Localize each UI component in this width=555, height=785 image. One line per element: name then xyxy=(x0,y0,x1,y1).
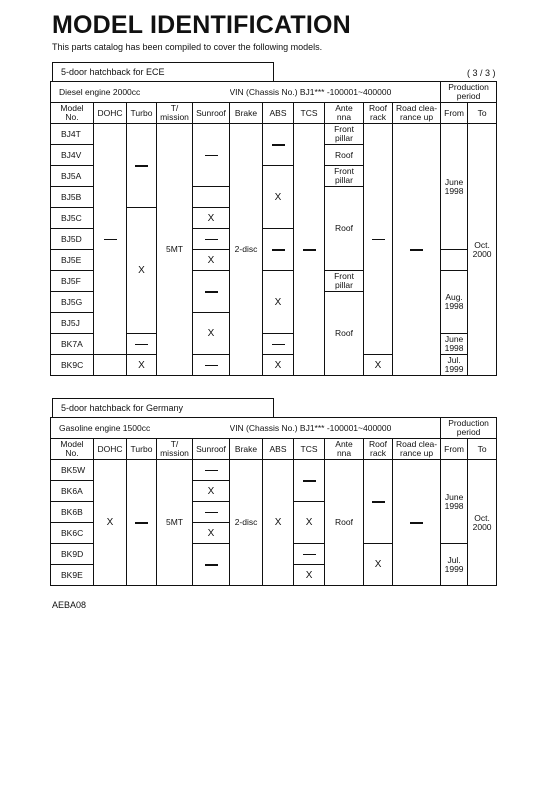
antenna-value: Front pillar xyxy=(325,166,364,187)
from-value xyxy=(441,250,468,271)
vin-range: VIN (Chassis No.) BJ1*** -100001~400000 xyxy=(230,418,441,439)
road-clearance-header: Road clea- rance up xyxy=(393,103,441,124)
sunroof-value xyxy=(193,313,230,355)
turbo-value xyxy=(127,460,157,586)
model-no: BK9D xyxy=(51,544,94,565)
dash-mark xyxy=(410,522,423,524)
tcs-header: TCS xyxy=(294,103,325,124)
dash-mark xyxy=(205,239,218,241)
sunroof-value xyxy=(193,481,230,502)
turbo-value xyxy=(127,124,157,208)
model-no: BJ5F xyxy=(51,271,94,292)
turbo-value xyxy=(127,355,157,376)
abs-value xyxy=(263,355,294,376)
dash-mark xyxy=(205,512,218,514)
x-mark: X xyxy=(207,485,215,497)
antenna-value: Roof xyxy=(325,460,364,586)
antenna-value: Front pillar xyxy=(325,124,364,145)
transmission-header: T/ mission xyxy=(157,103,193,124)
antenna-header: Ante nna xyxy=(325,103,364,124)
x-mark: X xyxy=(207,212,215,224)
road-clearance-value xyxy=(393,124,441,376)
section-label-germany: 5-door hatchback for Germany xyxy=(52,398,274,417)
dash-mark xyxy=(303,249,316,251)
to-header: To xyxy=(468,439,497,460)
to-header: To xyxy=(468,103,497,124)
model-no: BJ5D xyxy=(51,229,94,250)
roof-rack-header: Roof rack xyxy=(364,439,393,460)
dash-mark xyxy=(135,344,148,346)
from-value: June 1998 xyxy=(441,460,468,544)
tcs-header: TCS xyxy=(294,439,325,460)
brake-value: 2-disc xyxy=(230,460,263,586)
model-no: BK6C xyxy=(51,523,94,544)
x-mark: X xyxy=(274,296,282,308)
sunroof-value xyxy=(193,187,230,208)
sunroof-value xyxy=(193,124,230,187)
x-mark: X xyxy=(305,517,313,528)
dohc-header: DOHC xyxy=(94,103,127,124)
to-value: Oct. 2000 xyxy=(468,124,497,376)
transmission-value: 5MT xyxy=(157,460,193,586)
antenna-value: Roof xyxy=(325,292,364,376)
model-table-ece xyxy=(50,81,497,376)
section-label-ece: 5-door hatchback for ECE xyxy=(52,62,274,81)
sunroof-value xyxy=(193,271,230,313)
dash-mark xyxy=(303,554,316,556)
abs-header: ABS xyxy=(263,439,294,460)
dohc-value xyxy=(94,355,127,376)
x-mark: X xyxy=(305,569,313,581)
dash-mark xyxy=(135,165,148,167)
intro-text: This parts catalog has been compiled to cover the following models. xyxy=(52,42,323,52)
antenna-value: Front pillar xyxy=(325,271,364,292)
catalog-code: AEBA08 xyxy=(52,600,87,610)
production-period-header: Production period xyxy=(441,418,497,439)
sunroof-value xyxy=(193,523,230,544)
dash-mark xyxy=(272,144,285,146)
model-no: BK6A xyxy=(51,481,94,502)
road-clearance-value xyxy=(393,460,441,586)
sunroof-value xyxy=(193,460,230,481)
x-mark: X xyxy=(374,559,382,570)
road-clearance-header: Road clea- rance up xyxy=(393,439,441,460)
tcs-value xyxy=(294,502,325,544)
x-mark: X xyxy=(274,517,282,528)
tcs-value xyxy=(294,124,325,376)
abs-value xyxy=(263,271,294,334)
from-header: From xyxy=(441,439,468,460)
model-no-header: Model No. xyxy=(51,103,94,124)
dash-mark xyxy=(205,155,218,157)
tcs-value xyxy=(294,460,325,502)
roof-rack-value xyxy=(364,124,393,355)
dash-mark xyxy=(372,501,385,503)
transmission-value: 5MT xyxy=(157,124,193,376)
model-no: BK5W xyxy=(51,460,94,481)
from-value: Jul. 1999 xyxy=(441,544,468,586)
antenna-value: Roof xyxy=(325,187,364,271)
dash-mark xyxy=(205,365,218,367)
model-no-header: Model No. xyxy=(51,439,94,460)
engine-spec: Gasoline engine 1500cc xyxy=(51,418,230,439)
abs-header: ABS xyxy=(263,103,294,124)
model-no: BJ4V xyxy=(51,145,94,166)
x-mark: X xyxy=(274,191,282,203)
x-mark: X xyxy=(207,527,215,539)
x-mark: X xyxy=(106,517,114,528)
dash-mark xyxy=(272,249,285,251)
tcs-value xyxy=(294,544,325,565)
production-period-header: Production period xyxy=(441,82,497,103)
model-no: BK9E xyxy=(51,565,94,586)
model-no: BJ5E xyxy=(51,250,94,271)
dohc-header: DOHC xyxy=(94,439,127,460)
sunroof-value xyxy=(193,502,230,523)
dash-mark xyxy=(205,470,218,472)
from-value: June 1998 xyxy=(441,334,468,355)
model-no: BJ5A xyxy=(51,166,94,187)
sunroof-header: Sunroof xyxy=(193,103,230,124)
model-no: BJ4T xyxy=(51,124,94,145)
turbo-value xyxy=(127,208,157,334)
model-no: BK6B xyxy=(51,502,94,523)
model-table-germany xyxy=(50,417,497,586)
dash-mark xyxy=(410,249,423,251)
brake-header: Brake xyxy=(230,103,263,124)
from-value: Jul. 1999 xyxy=(441,355,468,376)
roof-rack-value xyxy=(364,355,393,376)
dash-mark xyxy=(205,564,218,566)
dash-mark xyxy=(104,239,117,241)
page-number: ( 3 / 3 ) xyxy=(467,68,496,78)
abs-value xyxy=(263,334,294,355)
antenna-value: Roof xyxy=(325,145,364,166)
dash-mark xyxy=(303,480,316,482)
x-mark: X xyxy=(138,265,145,276)
x-mark: X xyxy=(138,359,145,371)
antenna-header: Ante nna xyxy=(325,439,364,460)
transmission-header: T/ mission xyxy=(157,439,193,460)
x-mark: X xyxy=(207,328,215,339)
to-value: Oct. 2000 xyxy=(468,460,497,586)
vin-range: VIN (Chassis No.) BJ1*** -100001~400000 xyxy=(230,82,441,103)
x-mark: X xyxy=(207,254,215,266)
model-no: BK9C xyxy=(51,355,94,376)
sunroof-value xyxy=(193,355,230,376)
x-mark: X xyxy=(274,359,282,371)
turbo-header: Turbo xyxy=(127,439,157,460)
abs-value xyxy=(263,166,294,229)
dohc-value xyxy=(94,460,127,586)
roof-rack-header: Roof rack xyxy=(364,103,393,124)
roof-rack-value xyxy=(364,460,393,544)
model-no: BJ5B xyxy=(51,187,94,208)
page-title: MODEL IDENTIFICATION xyxy=(52,11,351,39)
dash-mark xyxy=(372,239,385,241)
dohc-value xyxy=(94,124,127,355)
sunroof-header: Sunroof xyxy=(193,439,230,460)
engine-spec: Diesel engine 2000cc xyxy=(51,82,230,103)
dash-mark xyxy=(272,344,285,346)
sunroof-value xyxy=(193,229,230,250)
abs-value xyxy=(263,460,294,586)
sunroof-value xyxy=(193,250,230,271)
from-header: From xyxy=(441,103,468,124)
brake-value: 2-disc xyxy=(230,124,263,376)
turbo-value xyxy=(127,334,157,355)
dash-mark xyxy=(135,522,148,524)
sunroof-value xyxy=(193,208,230,229)
model-no: BJ5J xyxy=(51,313,94,334)
model-no: BJ5C xyxy=(51,208,94,229)
brake-header: Brake xyxy=(230,439,263,460)
sunroof-value xyxy=(193,544,230,586)
model-no: BK7A xyxy=(51,334,94,355)
roof-rack-value xyxy=(364,544,393,586)
turbo-header: Turbo xyxy=(127,103,157,124)
from-value: June 1998 xyxy=(441,124,468,250)
abs-value xyxy=(263,229,294,271)
abs-value xyxy=(263,124,294,166)
model-no: BJ5G xyxy=(51,292,94,313)
x-mark: X xyxy=(374,359,382,371)
dash-mark xyxy=(205,291,218,293)
from-value: Aug. 1998 xyxy=(441,271,468,334)
tcs-value xyxy=(294,565,325,586)
